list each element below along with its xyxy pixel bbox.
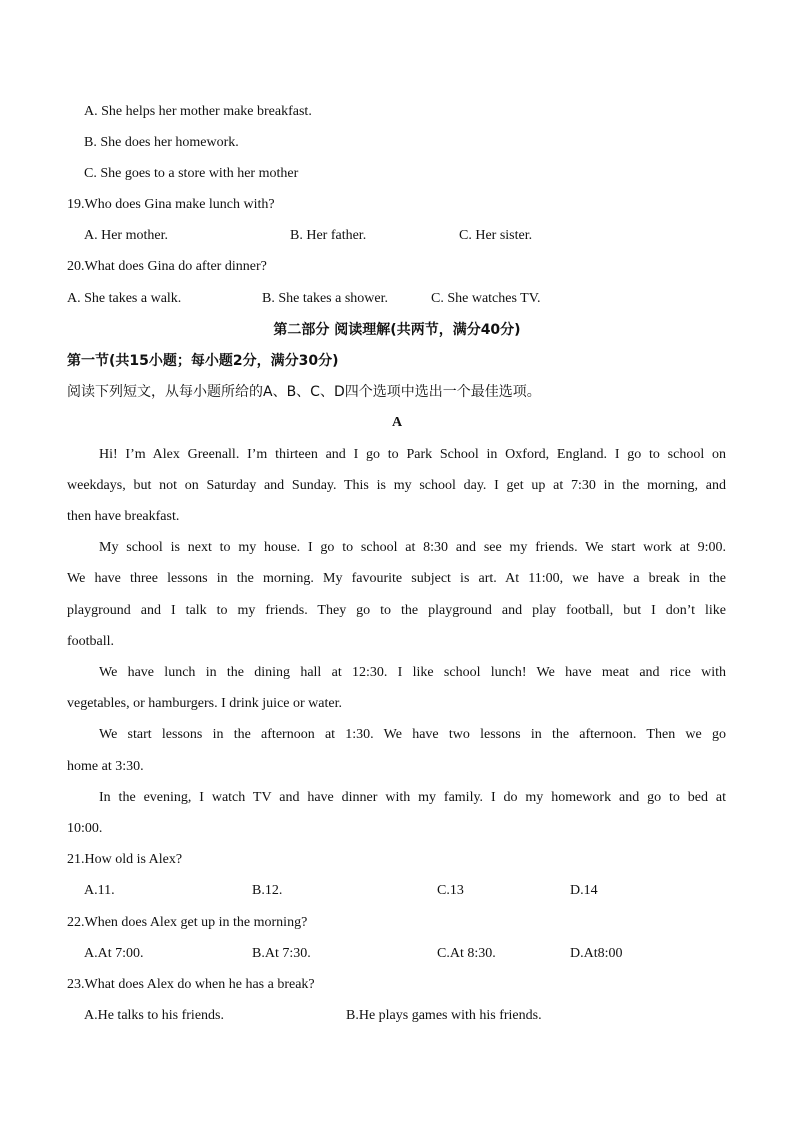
passage-p2-line3: playground and I talk to my friends. They go to the playground and play football, but I don’t like — [67, 603, 726, 618]
passage-p1-line1: Hi! I’m Alex Greenall. I’m thirteen and I go to Park School in Oxford, England. I go to school on — [99, 447, 726, 462]
passage-p4-line2: home at 3:30. — [67, 759, 144, 774]
passage-p3-line2: vegetables, or hamburgers. I drink juice or water. — [67, 696, 342, 711]
passage-p2-line4: football. — [67, 634, 115, 649]
passage-p1-line3: then have breakfast. — [67, 509, 180, 524]
passage-p2-line1: My school is next to my house. I go to school at 8:30 and see my friends. We start work at 9:00. — [99, 540, 726, 555]
q19-option-b: B. Her father. — [290, 228, 367, 243]
passage-p4-line1: We start lessons in the afternoon at 1:30. We have two lessons in the afternoon. Then we go — [99, 727, 726, 742]
q23-stem: 23.What does Alex do when he has a break? — [67, 977, 315, 992]
passage-p5-line1: In the evening, I watch TV and have dinner with my family. I do my homework and go to bed at — [99, 790, 726, 805]
section1-title: 第一节(共15小题；每小题2分，满分30分) — [67, 353, 339, 369]
q21-stem: 21.How old is Alex? — [67, 852, 183, 867]
q20-option-b: B. She takes a shower. — [262, 291, 388, 306]
passage-label: A — [391, 415, 403, 430]
passage-p5-line2: 10:00. — [67, 821, 103, 836]
q21-option-b: B.12. — [252, 883, 283, 898]
q20-option-c: C. She watches TV. — [431, 291, 541, 306]
q22-option-b: B.At 7:30. — [252, 946, 311, 961]
passage-p3-line1: We have lunch in the dining hall at 12:30. I like school lunch! We have meat and rice with — [99, 665, 726, 680]
q19-option-a: A. Her mother. — [84, 228, 168, 243]
q21-option-c: C.13 — [437, 883, 464, 898]
q22-option-d: D.At8:00 — [570, 946, 623, 961]
q20-stem: 20.What does Gina do after dinner? — [67, 259, 267, 274]
q22-option-c: C.At 8:30. — [437, 946, 496, 961]
q20-option-a: A. She takes a walk. — [67, 291, 182, 306]
q22-stem: 22.When does Alex get up in the morning? — [67, 915, 308, 930]
reading-instruction: 阅读下列短文，从每小题所给的A、B、C、D四个选项中选出一个最佳选项。 — [67, 384, 541, 400]
q21-option-d: D.14 — [570, 883, 598, 898]
q18-option-c: C. She goes to a store with her mother — [84, 166, 299, 181]
passage-p2-line2: We have three lessons in the morning. My favourite subject is art. At 11:00, we have a break in the — [67, 571, 726, 586]
q23-option-b: B.He plays games with his friends. — [346, 1008, 542, 1023]
q22-option-a: A.At 7:00. — [84, 946, 144, 961]
part2-title: 第二部分 阅读理解(共两节，满分40分) — [273, 322, 521, 338]
q23-option-a: A.He talks to his friends. — [84, 1008, 224, 1023]
passage-p1-line2: weekdays, but not on Saturday and Sunday. This is my school day. I get up at 7:30 in the morning, and — [67, 478, 726, 493]
q21-option-a: A.11. — [84, 883, 115, 898]
q18-option-a: A. She helps her mother make breakfast. — [84, 104, 312, 119]
q18-option-b: B. She does her homework. — [84, 135, 239, 150]
q19-stem: 19.Who does Gina make lunch with? — [67, 197, 275, 212]
q19-option-c: C. Her sister. — [459, 228, 533, 243]
